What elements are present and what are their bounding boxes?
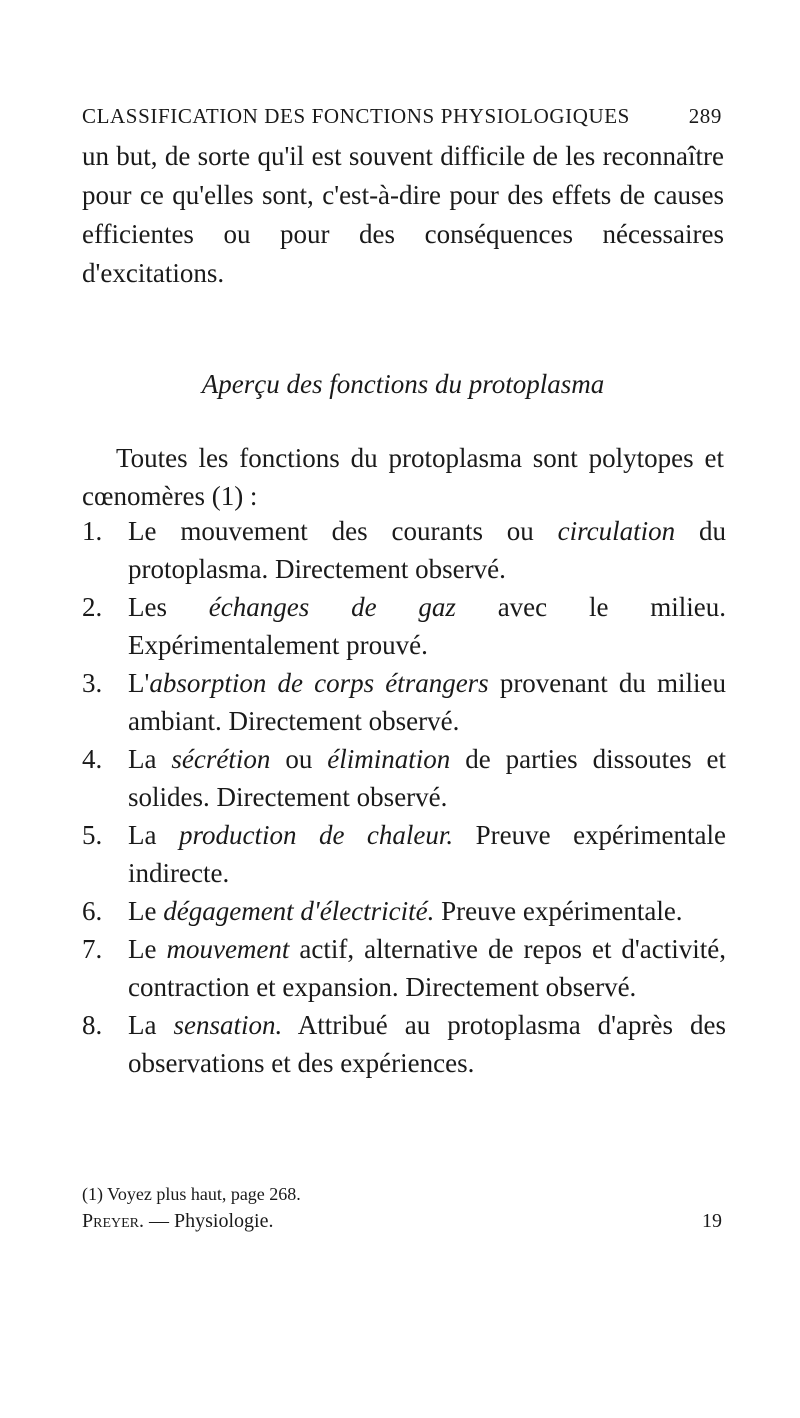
section-title: Aperçu des fonctions du protoplasma — [201, 369, 605, 399]
running-head-title: CLASSIFICATION DES FONCTIONS PHYSIOLOGIQUES — [82, 104, 630, 128]
footnote: (1) Voyez plus haut, page 268. — [82, 1184, 301, 1204]
signature-work: Physiologie. — [174, 1210, 274, 1232]
item-number: 7. — [82, 934, 103, 964]
printer-signature — [82, 1210, 722, 1233]
item-number: 2. — [82, 592, 103, 622]
lead-paragraph: Toutes les fonctions du protoplasma sont polytopes et cœnomères (1) : — [82, 443, 724, 511]
running-head — [82, 104, 722, 129]
list-item: 3. L'absorption de corps étrangers provenant du milieu ambiant. Directement observé. — [82, 664, 726, 740]
list-item: 5. La production de chaleur. Preuve expérimentale indirecte. — [82, 816, 726, 892]
item-number: 4. — [82, 744, 103, 774]
function-list — [82, 512, 726, 1082]
item-number: 3. — [82, 668, 103, 698]
list-item: 4. La sécrétion ou élimination de parties dissoutes et solides. Directement observé. — [82, 740, 726, 816]
list-item: 2. Les échanges de gaz avec le milieu. Expérimentalement prouvé. — [82, 588, 726, 664]
intro-paragraph: un but, de sorte qu'il est souvent difficile de les reconnaître pour ce qu'elles sont, c'est-à-dire pour des effets de causes efficientes ou pour des conséquences nécessaires d'excitations. — [82, 141, 724, 288]
list-item: 7. Le mouvement actif, alternative de repos et d'activité, contraction et expansion. Directement observé. — [82, 930, 726, 1006]
page-number: 289 — [688, 104, 722, 128]
sheet-number: 19 — [702, 1210, 722, 1232]
signature-dash: — — [149, 1210, 170, 1232]
list-item: 1. Le mouvement des courants ou circulation du protoplasma. Directement observé. — [82, 512, 726, 588]
item-number: 8. — [82, 1010, 103, 1040]
list-item: 8. La sensation. Attribué au protoplasma d'après des observations et des expériences. — [82, 1006, 726, 1082]
item-number: 6. — [82, 896, 103, 926]
item-number: 1. — [82, 516, 103, 546]
item-number: 5. — [82, 820, 103, 850]
list-item: 6. Le dégagement d'électricité. Preuve expérimentale. — [82, 892, 726, 930]
signature-author: Preyer. — [82, 1210, 145, 1232]
